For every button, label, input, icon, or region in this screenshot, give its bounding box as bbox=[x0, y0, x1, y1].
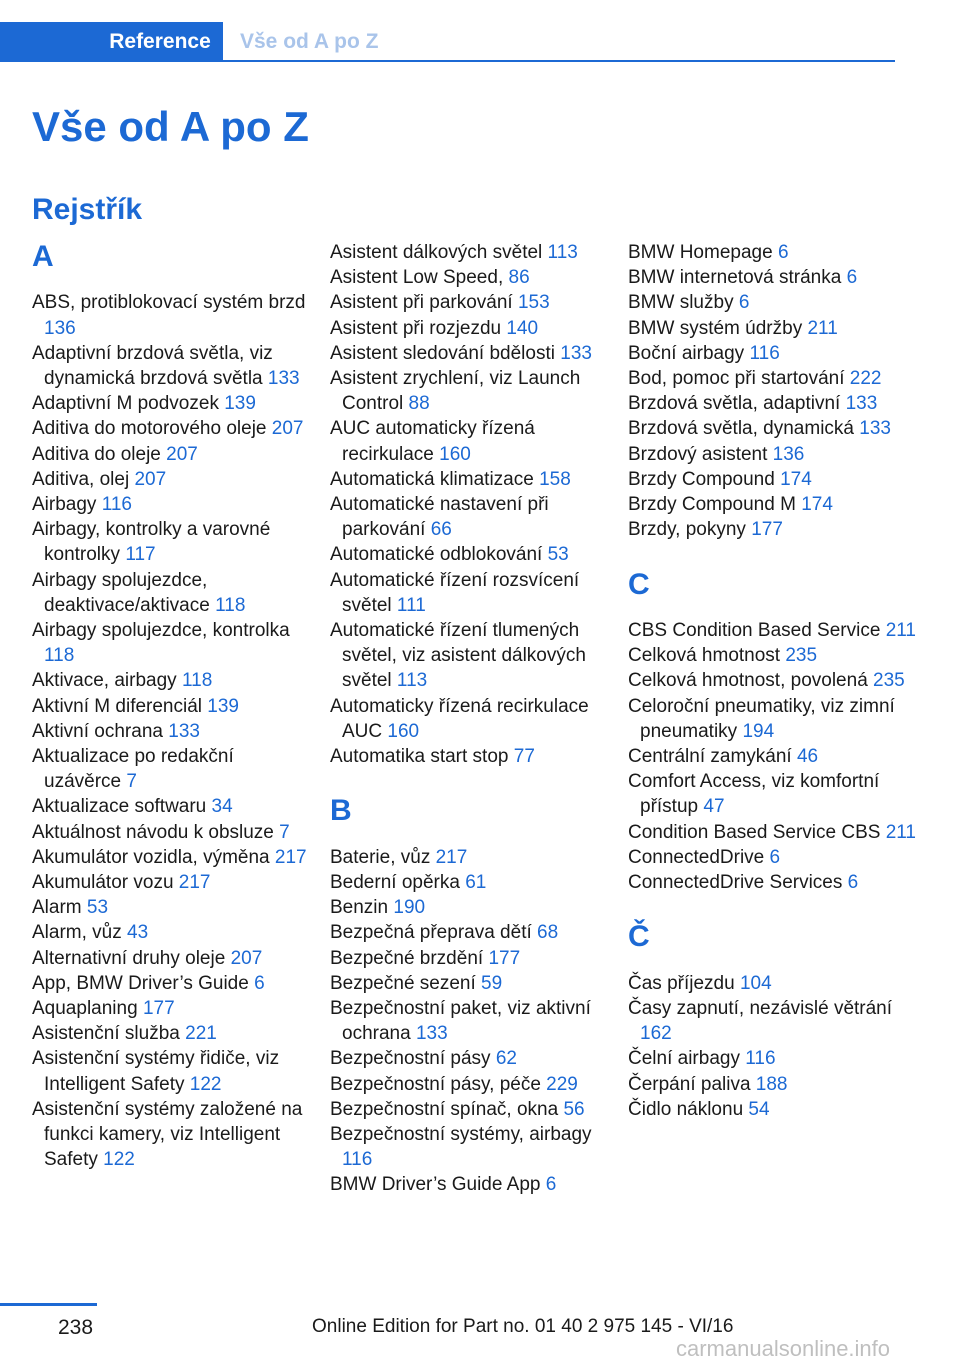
index-entry-text: Automatické odblokování bbox=[330, 544, 548, 566]
index-entry bbox=[32, 971, 312, 996]
index-entry-text: BMW internetová stránka bbox=[628, 267, 847, 289]
index-entry-text: Automatika start stop bbox=[330, 746, 514, 768]
index-entry-text: Asistent dálkových světel bbox=[330, 242, 548, 263]
index-page-link[interactable]: 116 bbox=[101, 494, 132, 516]
index-page-link[interactable]: 235 bbox=[873, 670, 905, 692]
index-entry bbox=[32, 568, 312, 618]
index-entry-text: Brzdy Compound M bbox=[628, 494, 802, 516]
index-entry-text: Aquaplaning bbox=[32, 998, 143, 1020]
index-entry-text: Akumulátor vozu bbox=[32, 872, 179, 894]
index-entry-text: Aditiva do oleje bbox=[32, 443, 167, 465]
index-entry bbox=[628, 416, 918, 441]
index-entry bbox=[628, 341, 918, 366]
index-entry bbox=[32, 1021, 312, 1046]
index-entry-text: Brzdový asistent bbox=[628, 443, 773, 465]
index-entry bbox=[32, 996, 312, 1021]
index-entry-text: Bezpečná přeprava dětí bbox=[330, 922, 538, 944]
index-page-link[interactable]: 133 bbox=[168, 720, 200, 742]
index-entry-text: Comfort Access, viz komfortní přístup bbox=[628, 771, 880, 818]
index-page-link[interactable]: 54 bbox=[748, 1098, 770, 1120]
index-letter: C bbox=[628, 567, 650, 601]
index-page-link[interactable]: 122 bbox=[189, 1073, 222, 1095]
index-entry bbox=[628, 1072, 918, 1097]
index-page-link[interactable]: 229 bbox=[546, 1073, 578, 1095]
index-page-link[interactable]: 46 bbox=[796, 746, 819, 768]
index-entry-text: Celková hmotnost, povolená bbox=[628, 670, 874, 692]
index-page-link[interactable]: 6 bbox=[847, 872, 859, 894]
index-entry-text: Bezpečnostní spínač, okna bbox=[330, 1098, 564, 1120]
index-page-link[interactable]: 7 bbox=[279, 821, 290, 843]
index-entry-text: Adaptivní brzdová světla, viz dynamická brzdová světla bbox=[32, 342, 273, 389]
index-entry-text: Condition Based Service CBS bbox=[628, 821, 886, 843]
index-entry bbox=[32, 845, 312, 870]
index-entry bbox=[330, 416, 610, 466]
index-column-1 bbox=[32, 240, 312, 1173]
index-page-link[interactable]: 62 bbox=[495, 1048, 517, 1070]
index-entry-text: Čelní airbagy bbox=[628, 1048, 746, 1070]
index-entry bbox=[330, 920, 610, 945]
index-entry-text: Aktivní M diferenciál bbox=[32, 695, 208, 717]
index-entry bbox=[628, 870, 918, 895]
index-page-link[interactable]: 217 bbox=[178, 872, 211, 894]
index-entry bbox=[628, 467, 918, 492]
index-page-link[interactable]: 133 bbox=[845, 393, 878, 415]
index-entry bbox=[628, 820, 918, 845]
index-entry bbox=[32, 820, 312, 845]
index-page-link[interactable]: 68 bbox=[537, 922, 559, 944]
index-entry bbox=[628, 265, 918, 290]
index-entry-text: Bederní opěrka bbox=[330, 872, 466, 894]
index-column-3 bbox=[628, 240, 918, 1122]
index-page-link[interactable]: 211 bbox=[807, 317, 838, 339]
index-entry-text: Akumulátor vozidla, výměna bbox=[32, 846, 275, 868]
index-entry-text: Boční airbagy bbox=[628, 342, 750, 364]
header-rule bbox=[0, 60, 895, 62]
index-page-link[interactable]: 160 bbox=[387, 720, 420, 742]
index-entry-text: Bezpečné brzdění bbox=[330, 947, 489, 969]
page-number: 238 bbox=[58, 1316, 94, 1339]
index-page-link[interactable]: 133 bbox=[859, 418, 891, 440]
tab-index[interactable]: Vše od A po Z bbox=[240, 30, 379, 53]
index-entry-text: Celková hmotnost bbox=[628, 645, 786, 667]
index-entry bbox=[32, 517, 312, 567]
index-entry-text: Airbagy bbox=[32, 494, 102, 516]
index-page-link[interactable]: 118 bbox=[215, 594, 246, 616]
index-page-link[interactable]: 66 bbox=[430, 519, 452, 541]
index-entry bbox=[32, 668, 312, 693]
index-entry bbox=[628, 845, 918, 870]
index-page-link[interactable]: 158 bbox=[539, 468, 571, 490]
index-entry-text: Časy zapnutí, nezávislé větrání bbox=[628, 998, 893, 1020]
index-entry bbox=[330, 240, 610, 265]
index-entry bbox=[330, 316, 610, 341]
index-entry bbox=[32, 391, 312, 416]
index-entry bbox=[330, 1046, 610, 1071]
index-entry-text: Asistent při parkování bbox=[330, 292, 518, 314]
index-page-link[interactable]: 47 bbox=[703, 796, 725, 818]
index-entry bbox=[32, 1046, 312, 1096]
index-page-link[interactable]: 153 bbox=[517, 292, 550, 314]
index-entry bbox=[330, 568, 610, 618]
index-entry-text: Airbagy spolujezdce, kontrolka bbox=[32, 620, 290, 642]
index-page-link[interactable]: 136 bbox=[772, 443, 805, 465]
index-entry-text: Čas příjezdu bbox=[628, 972, 740, 994]
index-page-link[interactable]: 222 bbox=[849, 368, 882, 390]
index-entry bbox=[32, 694, 312, 719]
index-entry bbox=[32, 442, 312, 467]
index-entry bbox=[32, 920, 312, 945]
index-page-link[interactable]: 6 bbox=[545, 1174, 557, 1196]
index-entry-text: Aktuálnost návodu k obsluze bbox=[32, 821, 280, 843]
index-entry-text: Asistenční systémy řidiče, viz Intelligent Safety bbox=[32, 1048, 280, 1095]
index-entry-text: Bezpečnostní paket, viz aktivní ochrana bbox=[330, 998, 591, 1045]
index-entry-text: Čidlo náklonu bbox=[628, 1098, 749, 1120]
index-entry bbox=[32, 492, 312, 517]
index-entry-text: Automaticky řízená recirkulace AUC bbox=[330, 695, 589, 742]
tab-reference[interactable]: Reference bbox=[97, 22, 223, 62]
index-entry bbox=[628, 643, 918, 668]
index-page-link[interactable]: 207 bbox=[271, 418, 304, 440]
index-page-link[interactable]: 140 bbox=[506, 317, 539, 339]
index-entry bbox=[628, 971, 918, 996]
index-entry-text: Brzdy Compound bbox=[628, 468, 781, 490]
index-entry bbox=[330, 341, 610, 366]
index-page-link[interactable]: 188 bbox=[755, 1073, 788, 1095]
index-entry bbox=[330, 895, 610, 920]
footer-rule bbox=[0, 1303, 97, 1306]
index-entry bbox=[330, 1097, 610, 1122]
index-page-link[interactable]: 7 bbox=[126, 771, 137, 793]
index-entry bbox=[32, 719, 312, 744]
index-page-link[interactable]: 235 bbox=[785, 645, 818, 667]
index-entry-text: Asistenční služba bbox=[32, 1023, 186, 1045]
index-page-link[interactable]: 174 bbox=[801, 494, 833, 516]
index-entry bbox=[330, 1072, 610, 1097]
index-entry-text: Centrální zamykání bbox=[628, 746, 797, 768]
index-entry-text: Benzin bbox=[330, 897, 394, 919]
watermark: carmanualsonline.info bbox=[676, 1336, 891, 1361]
index-page-link[interactable]: 104 bbox=[739, 972, 772, 994]
index-page-link[interactable]: 177 bbox=[142, 998, 175, 1020]
index-page-link[interactable]: 136 bbox=[44, 317, 76, 339]
index-entry-text: Airbagy spolujezdce, deaktivace/aktivace bbox=[32, 569, 216, 616]
index-page-link[interactable]: 113 bbox=[396, 670, 428, 692]
index-entry-text: Bod, pomoc při startování bbox=[628, 368, 850, 390]
index-entry-text: Automatické řízení tlumených světel, viz asistent dálkových světel bbox=[330, 620, 586, 692]
index-entry bbox=[32, 467, 312, 492]
index-page-link[interactable]: 139 bbox=[207, 695, 239, 717]
index-entry-text: Asistent Low Speed, bbox=[330, 267, 509, 289]
index-page-link[interactable]: 207 bbox=[134, 468, 167, 490]
section-title: Rejstřík bbox=[32, 193, 143, 226]
index-entry bbox=[628, 1097, 918, 1122]
index-entry bbox=[628, 240, 918, 265]
index-entry-text: Aktualizace softwaru bbox=[32, 796, 212, 818]
index-entry bbox=[32, 1097, 312, 1173]
index-entry bbox=[628, 694, 918, 744]
index-page-link[interactable]: 116 bbox=[745, 1048, 776, 1070]
index-entry bbox=[330, 366, 610, 416]
index-page-link[interactable]: 118 bbox=[44, 645, 75, 667]
index-entry-text: Aditiva, olej bbox=[32, 468, 135, 490]
page-title: Vše od A po Z bbox=[32, 103, 309, 150]
index-page-link[interactable]: 59 bbox=[481, 972, 503, 994]
index-entry-text: Automatická klimatizace bbox=[330, 468, 540, 490]
index-entry-text: ConnectedDrive Services bbox=[628, 872, 848, 894]
index-letter: A bbox=[32, 240, 54, 273]
index-entry bbox=[628, 996, 918, 1046]
index-page-link[interactable]: 61 bbox=[465, 872, 487, 894]
index-entry-text: Brzdy, pokyny bbox=[628, 519, 752, 541]
index-entry-text: Čerpání paliva bbox=[628, 1073, 756, 1095]
index-page-link[interactable]: 53 bbox=[86, 897, 109, 919]
index-page-link[interactable]: 113 bbox=[547, 242, 578, 263]
index-page-link[interactable]: 77 bbox=[513, 746, 535, 768]
index-entry-text: ABS, protiblokovací systém brzd bbox=[32, 292, 306, 314]
index-entry-text: Bezpečné sezení bbox=[330, 972, 482, 994]
index-entry bbox=[330, 744, 610, 769]
index-page-link[interactable]: 56 bbox=[563, 1098, 585, 1120]
index-page-link[interactable]: 6 bbox=[777, 242, 789, 263]
index-page-link[interactable]: 177 bbox=[488, 947, 521, 969]
index-entry-text: Baterie, vůz bbox=[330, 846, 436, 868]
index-page-link[interactable]: 133 bbox=[267, 368, 300, 389]
index-entry-text: Asistent sledování bdělosti bbox=[330, 342, 561, 364]
index-page-link[interactable]: 133 bbox=[415, 1023, 448, 1045]
index-entry-text: Brzdová světla, adaptivní bbox=[628, 393, 846, 415]
index-entry bbox=[330, 694, 610, 744]
index-entry bbox=[330, 492, 610, 542]
index-entry-text: BMW Homepage bbox=[628, 242, 778, 263]
index-entry-text: Bezpečnostní pásy bbox=[330, 1048, 496, 1070]
index-page-link[interactable]: 217 bbox=[435, 846, 468, 868]
index-entry-text: Aktivní ochrana bbox=[32, 720, 169, 742]
index-entry-text: CBS Condition Based Service bbox=[628, 620, 886, 642]
index-page-link[interactable]: 116 bbox=[342, 1149, 373, 1171]
index-page-link[interactable]: 122 bbox=[103, 1149, 135, 1171]
index-entry bbox=[628, 517, 918, 542]
index-entry bbox=[330, 467, 610, 492]
index-entry bbox=[330, 870, 610, 895]
index-entry bbox=[628, 366, 918, 391]
index-entry bbox=[32, 416, 312, 441]
index-entry bbox=[628, 442, 918, 467]
edition-note: Online Edition for Part no. 01 40 2 975 145 - VI/16 bbox=[312, 1316, 734, 1337]
index-entry bbox=[330, 1122, 610, 1172]
index-entry-text: Bezpečnostní systémy, airbagy bbox=[330, 1124, 592, 1146]
index-entry-text: Bezpečnostní pásy, péče bbox=[330, 1073, 547, 1095]
index-entry-text: BMW Driver’s Guide App bbox=[330, 1174, 546, 1196]
index-entry-text: Celoroční pneumatiky, viz zimní pneumatiky bbox=[628, 695, 895, 742]
index-entry bbox=[628, 769, 918, 819]
index-column-2 bbox=[330, 240, 610, 1198]
index-page-link[interactable]: 207 bbox=[166, 443, 198, 465]
index-page-link[interactable]: 174 bbox=[780, 468, 812, 490]
index-entry bbox=[628, 1046, 918, 1071]
index-page-link[interactable]: 116 bbox=[749, 342, 780, 364]
index-page-link[interactable]: 211 bbox=[885, 620, 916, 642]
index-entry bbox=[628, 391, 918, 416]
index-entry-text: Asistent zrychlení, viz Launch Control bbox=[330, 368, 581, 415]
index-page-link[interactable]: 207 bbox=[230, 947, 263, 969]
index-entry bbox=[330, 946, 610, 971]
index-entry-text: Aditiva do motorového oleje bbox=[32, 418, 272, 440]
index-entry bbox=[32, 618, 312, 668]
index-entry-text: AUC automaticky řízená recirkulace bbox=[330, 418, 535, 465]
header-bar bbox=[0, 22, 895, 62]
index-entry-text: Aktivace, airbagy bbox=[32, 670, 182, 692]
index-entry-text: BMW služby bbox=[628, 292, 739, 314]
index-entry bbox=[330, 618, 610, 694]
index-page-link[interactable]: 6 bbox=[769, 846, 781, 868]
index-entry bbox=[628, 668, 918, 693]
index-entry bbox=[32, 870, 312, 895]
index-entry bbox=[330, 542, 610, 567]
index-page-link[interactable]: 6 bbox=[254, 972, 265, 994]
index-entry-text: BMW systém údržby bbox=[628, 317, 808, 339]
index-page-link[interactable]: 211 bbox=[885, 821, 916, 843]
index-page-link[interactable]: 177 bbox=[751, 519, 783, 541]
index-entry bbox=[330, 265, 610, 290]
index-entry-text: Alarm bbox=[32, 897, 87, 919]
index-page-link[interactable]: 34 bbox=[211, 796, 233, 818]
index-letter: B bbox=[330, 794, 352, 828]
index-page-link[interactable]: 162 bbox=[640, 1023, 672, 1045]
index-page-link[interactable]: 117 bbox=[125, 544, 156, 566]
index-entry-text: Asistenční systémy založené na funkci kamery, viz Intelligent Safety bbox=[32, 1098, 303, 1171]
index-page-link[interactable]: 118 bbox=[181, 670, 213, 692]
index-page-link[interactable]: 139 bbox=[224, 393, 256, 415]
index-entry-text: Brzdová světla, dynamická bbox=[628, 418, 860, 440]
index-page-link[interactable]: 53 bbox=[547, 544, 569, 566]
index-entry bbox=[330, 996, 610, 1046]
index-page-link[interactable]: 190 bbox=[393, 897, 426, 919]
index-entry-text: Automatické nastavení při parkování bbox=[330, 494, 549, 541]
index-entry bbox=[628, 290, 918, 315]
index-page-link[interactable]: 6 bbox=[738, 292, 750, 314]
index-entry-text: Aktualizace po redakční uzávěrce bbox=[32, 746, 234, 793]
index-entry bbox=[628, 492, 918, 517]
index-page-link[interactable]: 160 bbox=[439, 443, 471, 465]
index-entry-text: App, BMW Driver’s Guide bbox=[32, 972, 255, 994]
index-page-link[interactable]: 6 bbox=[846, 267, 858, 289]
index-entry-text: Asistent při rozjezdu bbox=[330, 317, 507, 339]
index-entry bbox=[330, 1172, 610, 1197]
index-entry-text: Alarm, vůz bbox=[32, 922, 128, 944]
index-entry-text: Airbagy, kontrolky a varovné kontrolky bbox=[32, 519, 271, 566]
index-page-link[interactable]: 133 bbox=[560, 342, 592, 364]
index-page-link[interactable]: 217 bbox=[274, 846, 307, 868]
index-entry bbox=[330, 845, 610, 870]
index-entry bbox=[32, 794, 312, 819]
index-entry bbox=[628, 744, 918, 769]
index-entry bbox=[330, 971, 610, 996]
index-page-link[interactable]: 221 bbox=[185, 1023, 217, 1045]
index-entry bbox=[32, 946, 312, 971]
index-entry bbox=[32, 341, 312, 391]
index-entry bbox=[628, 618, 918, 643]
index-page-link[interactable]: 43 bbox=[127, 922, 149, 944]
index-letter: Č bbox=[628, 920, 650, 954]
index-entry-text: Alternativní druhy oleje bbox=[32, 947, 231, 969]
index-entry bbox=[330, 290, 610, 315]
index-page-link[interactable]: 194 bbox=[742, 720, 775, 742]
index-entry-text: ConnectedDrive bbox=[628, 846, 770, 868]
index-entry bbox=[32, 290, 312, 340]
index-page-link[interactable]: 111 bbox=[396, 594, 426, 616]
index-entry-text: Automatické řízení rozsvícení světel bbox=[330, 569, 580, 616]
index-entry bbox=[628, 316, 918, 341]
index-page-link[interactable]: 88 bbox=[408, 393, 430, 415]
index-page-link[interactable]: 86 bbox=[508, 267, 530, 289]
header-accent bbox=[0, 22, 97, 62]
index-entry-text: Adaptivní M podvozek bbox=[32, 393, 225, 415]
index-entry bbox=[32, 895, 312, 920]
index-entry bbox=[32, 744, 312, 794]
